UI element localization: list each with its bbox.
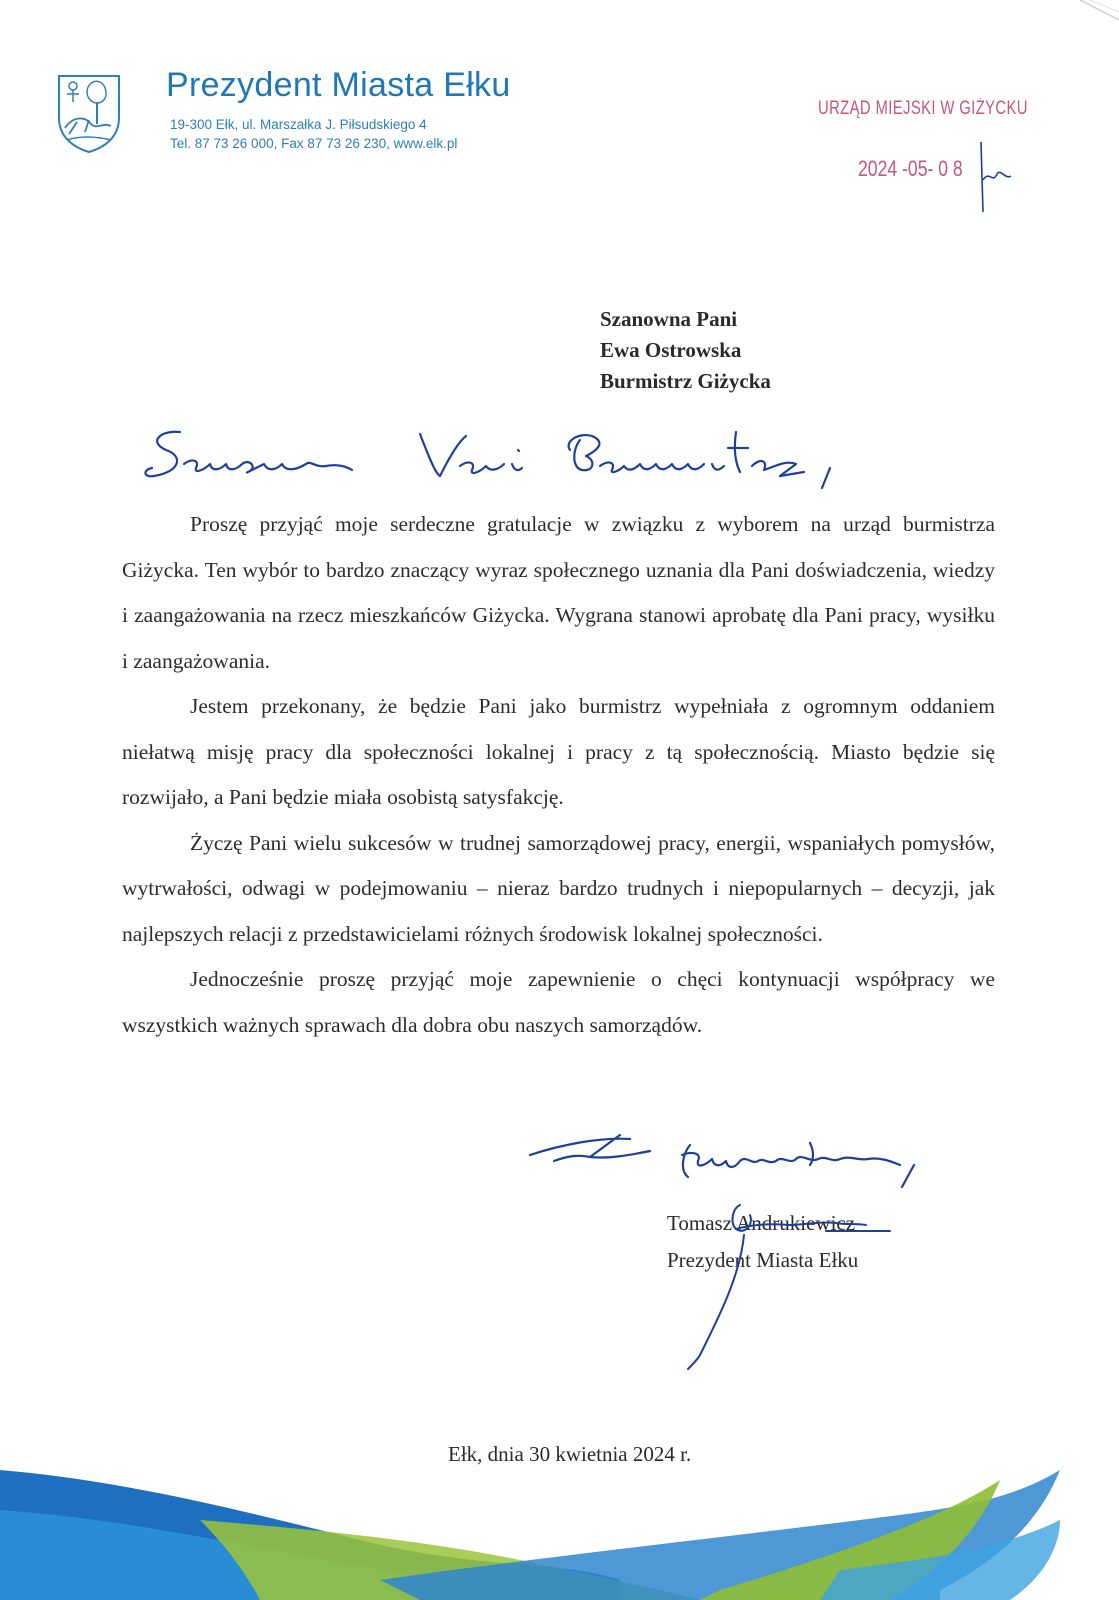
signer-position: Prezydent Miasta Ełku	[667, 1248, 859, 1272]
letter-body	[122, 502, 995, 1048]
handwritten-salutation	[140, 420, 880, 495]
letterhead-title: Prezydent Miasta Ełku	[166, 66, 511, 104]
registration-stamp-date: 2024 -05- 0 8	[858, 156, 963, 181]
addressee-name: Ewa Ostrowska	[600, 338, 742, 362]
body-paragraph-4: Jednocześnie proszę przyjąć moje zapewnienie o chęci kontynuacji współpracy we wszystkich ważnych sprawach dla dobra obu naszych samorządów.	[122, 967, 995, 1037]
footer-waves-decoration	[0, 1440, 1119, 1600]
letterhead-address: 19-300 Ełk, ul. Marszałka J. Piłsudskiego 4	[170, 117, 427, 132]
signer-name: Tomasz Andrukiewicz	[667, 1211, 856, 1235]
registration-stamp-office: URZĄD MIEJSKI W GIŻYCKU	[818, 98, 1028, 119]
letterhead-contact: Tel. 87 73 26 000, Fax 87 73 26 230, www.elk.pl	[170, 136, 458, 151]
body-paragraph-3: Życzę Pani wielu sukcesów w trudnej samorządowej pracy, energii, wspaniałych pomysłów, wytrwałości, odwagi w podejmowaniu – nieraz bardzo trudnych i niepopularnych – decyzji, jak najlepszych relacji z przedstawicielami różnych środowisk lokalnej społeczności.	[122, 830, 995, 946]
addressee-line-1: Szanowna Pani	[600, 307, 738, 331]
body-paragraph-1: Proszę przyjąć moje serdeczne gratulacje w związku z wyborem na urząd burmistrza Giżycka. Ten wybór to bardzo znaczący wyraz społecznego uznania dla Pani doświadczenia, wiedzy i zaangażowania na rzecz mieszkańców Giżycka. Wygrana stanowi aprobatę dla Pani pracy, wysiłku i zaangażowania.	[122, 512, 995, 673]
body-paragraph-2: Jestem przekonany, że będzie Pani jako burmistrz wypełniała z ogromnym oddaniem niełatwą misję pracy dla społeczności lokalnej i pracy z tą społecznością. Miasto będzie się rozwijało, a Pani będzie miała osobistą satysfakcję.	[122, 694, 995, 809]
addressee-block	[600, 304, 771, 397]
signature-initials	[640, 1195, 900, 1375]
place-and-date: Ełk, dnia 30 kwietnia 2024 r.	[448, 1442, 692, 1466]
addressee-position: Burmistrz Giżycka	[600, 369, 771, 393]
corner-fold-decoration	[1080, 0, 1119, 40]
stamp-initial-mark	[975, 140, 1025, 220]
city-crest-icon	[55, 72, 123, 154]
